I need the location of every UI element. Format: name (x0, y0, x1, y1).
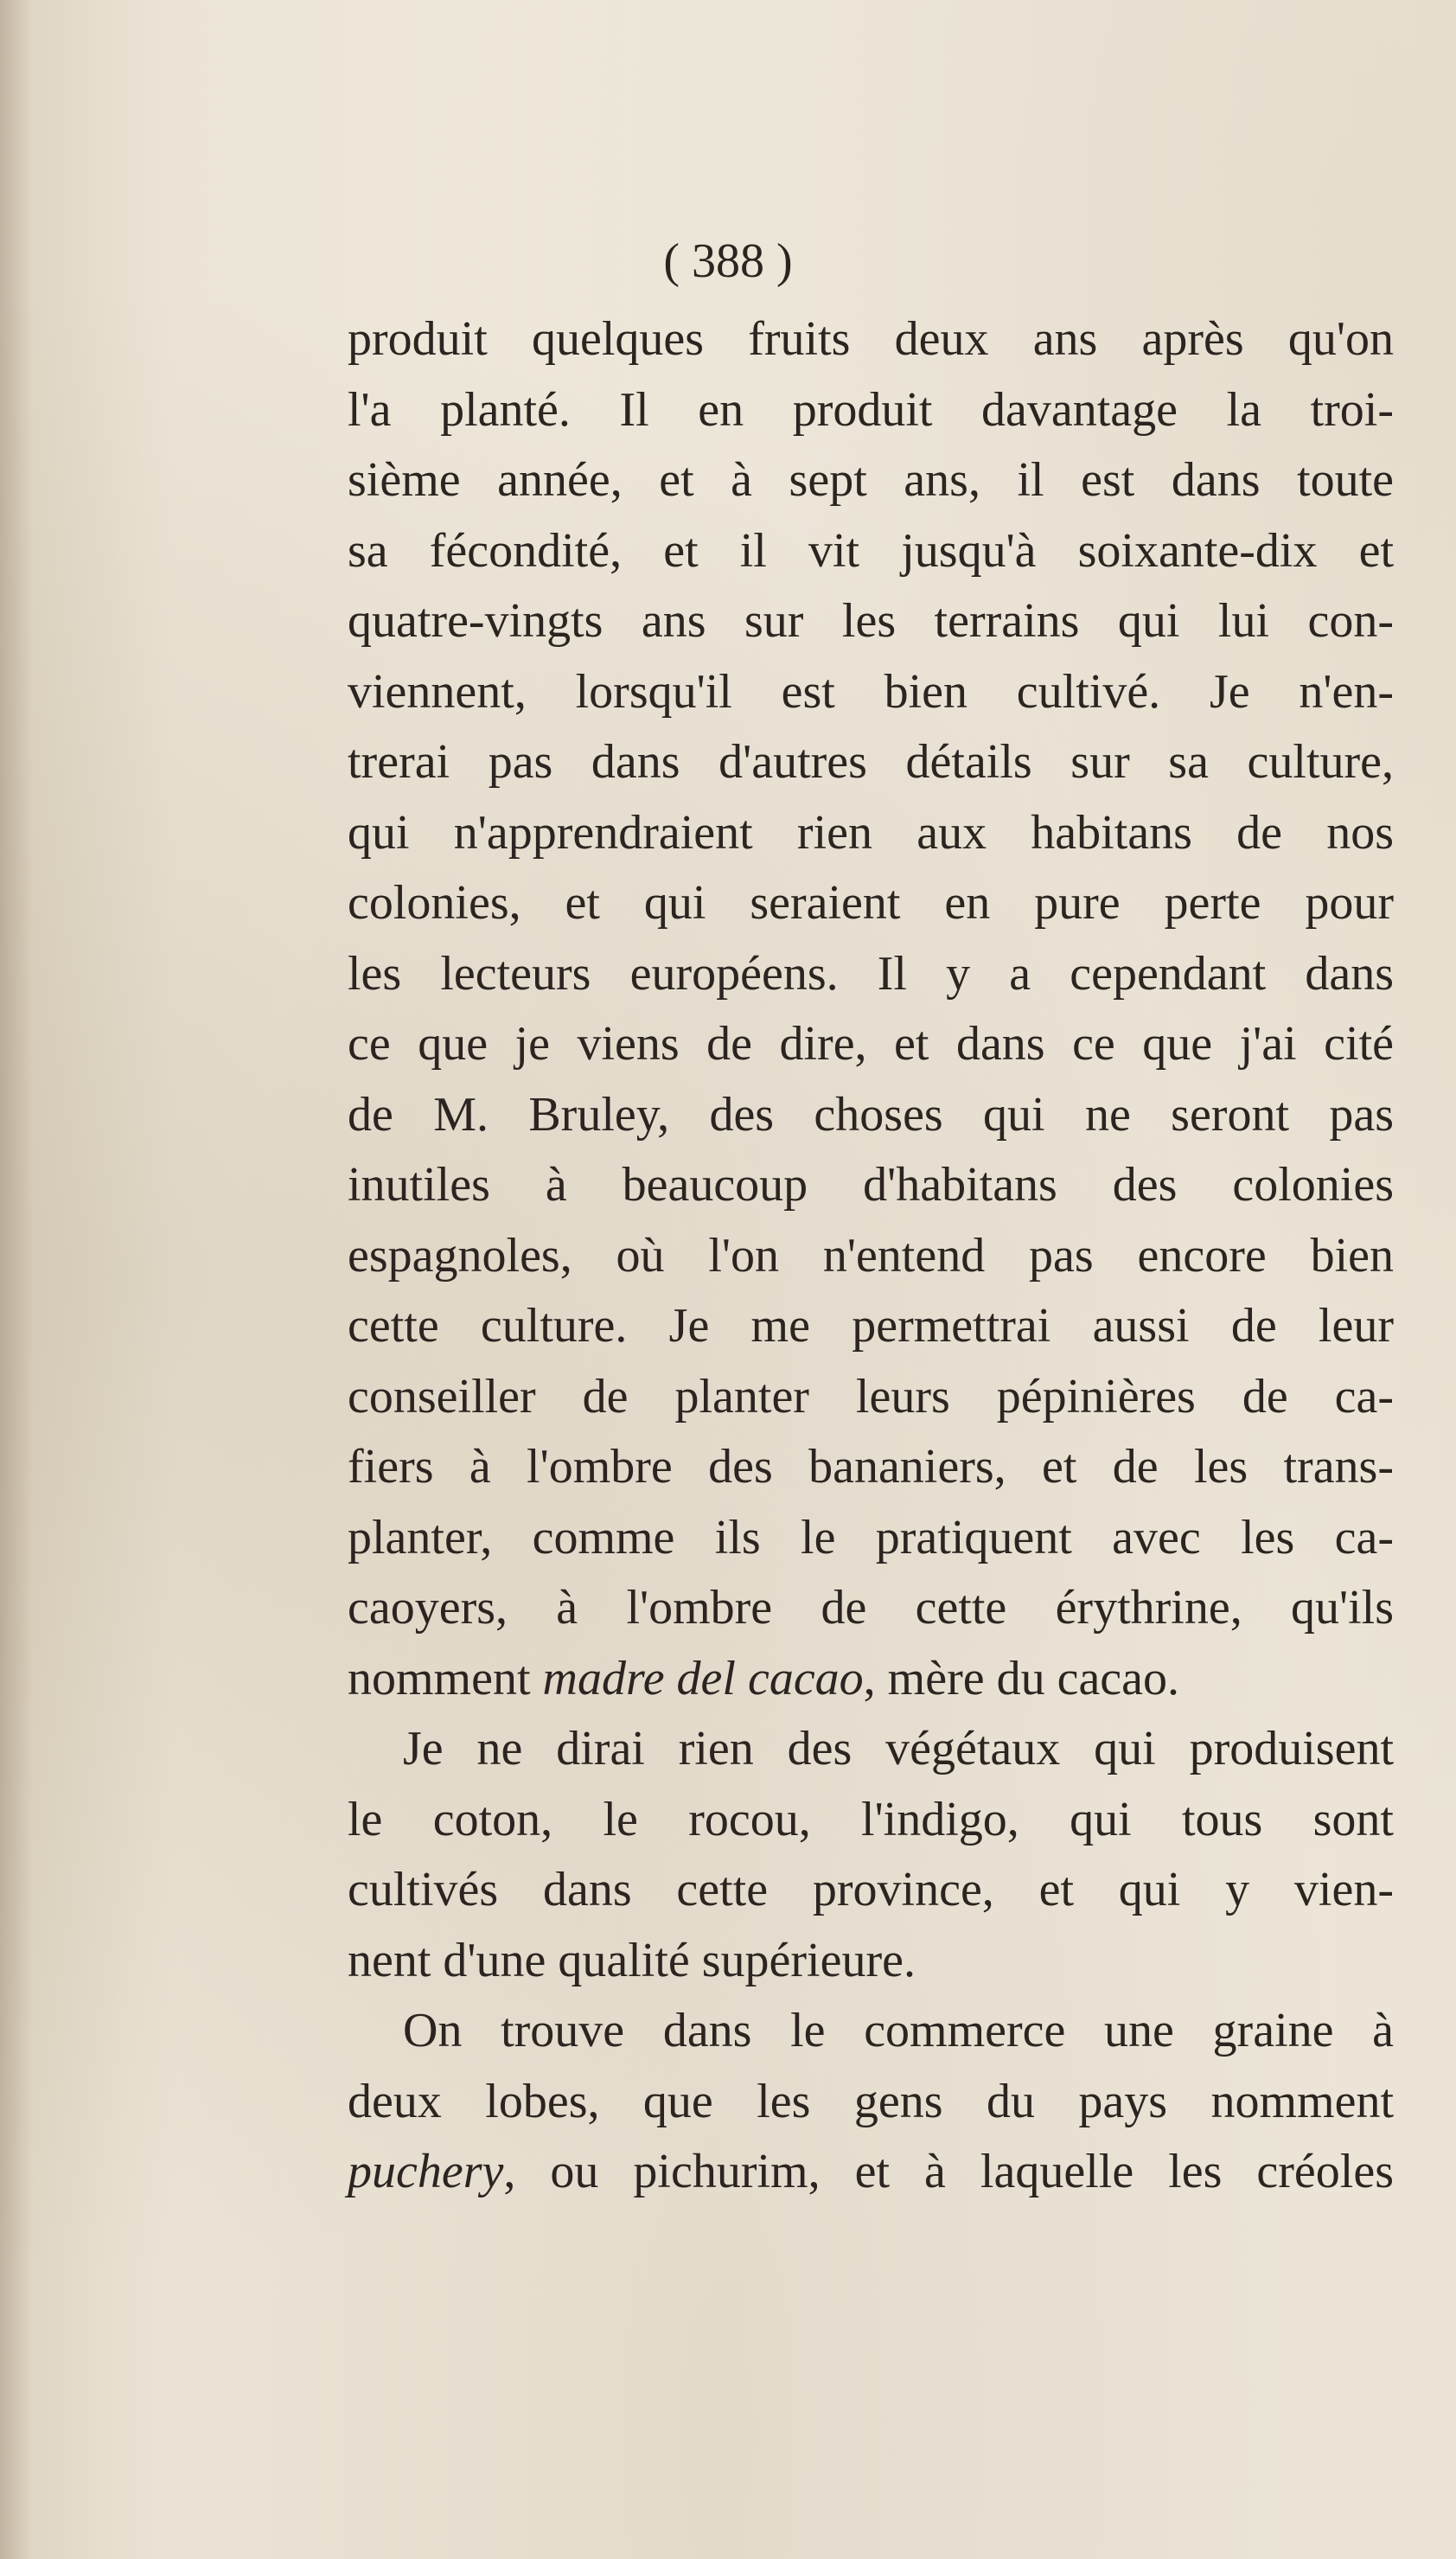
text-line: sa fécondité, et il vit jusqu'à soixante-dix et (348, 523, 1394, 578)
text-line: les lecteurs européens. Il y a cependant dans (348, 946, 1394, 1001)
body-text (348, 304, 1394, 2208)
text-line: planter, comme ils le pratiquent avec les ca- (348, 1510, 1394, 1564)
text-line: espagnoles, où l'on n'entend pas encore bien (348, 1228, 1394, 1283)
text-segment: , ou pichurim, et à laquelle les créoles (503, 2145, 1394, 2198)
text-line: produit quelques fruits deux ans après qu'on (348, 312, 1394, 366)
text-line: inutiles à beaucoup d'habitans des colonies (348, 1158, 1394, 1212)
text-line: caoyers, à l'ombre de cette érythrine, qu'ils (348, 1581, 1394, 1635)
page-number: ( 388 ) (663, 234, 793, 288)
italic-term: madre del cacao (542, 1651, 864, 1705)
page-binding-shadow (0, 0, 33, 2559)
text-line: Je ne dirai rien des végétaux qui produisent (403, 1722, 1394, 1775)
text-line: conseiller de planter leurs pépinières de ca- (348, 1369, 1394, 1423)
text-line: cultivés dans cette province, et qui y vien- (348, 1863, 1394, 1916)
text-line: de M. Bruley, des choses qui ne seront pas (348, 1087, 1394, 1142)
text-line: viennent, lorsqu'il est bien cultivé. Je n'en- (348, 664, 1394, 719)
text-line: quatre-vingts ans sur les terrains qui lui con- (348, 594, 1394, 648)
text-line: ce que je viens de dire, et dans ce que j'ai cité (348, 1017, 1394, 1071)
text-line: sième année, et à sept ans, il est dans toute (348, 453, 1394, 507)
text-line: deux lobes, que les gens du pays nomment (348, 2074, 1394, 2128)
text-line: le coton, le rocou, l'indigo, qui tous sont (348, 1792, 1394, 1846)
text-line: On trouve dans le commerce une graine à (403, 2004, 1394, 2057)
text-line: fiers à l'ombre des bananiers, et de les trans- (348, 1440, 1394, 1494)
text-line: l'a planté. Il en produit davantage la troi- (348, 382, 1394, 437)
text-line: qui n'apprendraient rien aux habitans de nos (348, 805, 1394, 860)
italic-term: puchery (348, 2145, 504, 2198)
text-line: trerai pas dans d'autres détails sur sa culture, (348, 735, 1394, 789)
text-segment: nomment (348, 1651, 543, 1705)
text-line: cette culture. Je me permettrai aussi de leur (348, 1299, 1394, 1353)
text-line (348, 1644, 1394, 1715)
text-segment: , mère du cacao. (863, 1651, 1180, 1705)
text-line (348, 2137, 1394, 2208)
text-line: colonies, et qui seraient en pure perte pour (348, 876, 1394, 930)
text-line: nent d'une qualité supérieure. (348, 1933, 916, 1987)
